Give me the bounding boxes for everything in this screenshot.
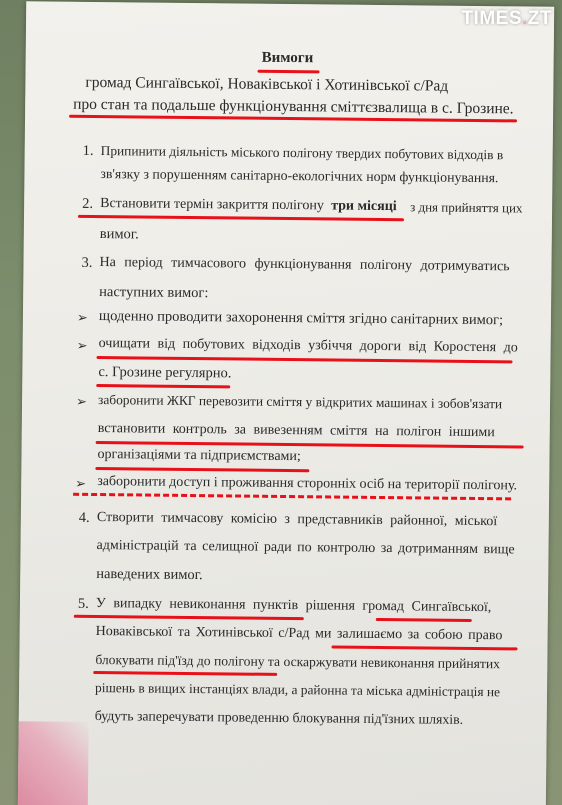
item-text: наведених вимог. [96, 566, 203, 584]
item-number: 3. [81, 254, 93, 271]
bullet-arrow-icon: ➢ [76, 309, 88, 325]
item-text: вимог. [99, 226, 139, 243]
item-number: 5. [77, 595, 89, 612]
dashed-underline [73, 493, 511, 501]
logo-text-right: ZT [527, 8, 552, 29]
item-text: У випадку невиконання пунктів рішення громад Сингаївської, [95, 596, 492, 616]
item-text: Припинити діяльність міського полігону твердих побутових відходів в [100, 143, 504, 163]
item-text: Створити тимчасову комісію з представників районної, міської [96, 510, 498, 530]
document-subtitle-2: про стан та подальше функціонування сміттєзвалища в с. Грозине. [73, 95, 514, 118]
logo-dot: . [522, 8, 528, 29]
underline [78, 215, 404, 221]
item-text: Новаківської та Хотинівської с/Рад ми залишаємо за собою право [95, 624, 503, 644]
document-sheet [18, 1, 554, 805]
underline [74, 615, 304, 620]
item-text: На період тимчасового функціонування полігону дотримуватись [99, 255, 510, 275]
corner-highlight [18, 721, 89, 805]
document-title: Вимоги [261, 49, 314, 67]
item-text: Встановити термін закриття полігону [100, 196, 324, 214]
item-number: 2. [82, 195, 94, 212]
item-text: будуть заперечувати проведенню блокування під'їзних шляхів. [94, 708, 464, 727]
bullet-arrow-icon: ➢ [76, 337, 88, 353]
bullet-text: встановити контроль за вивезенням сміття на полігон іншими [97, 421, 495, 441]
bullet-text: заборонити доступ і проживання сторонніх осіб на території полігону. [97, 474, 518, 494]
item-text: адміністрацій та селищної ради по контролю за дотриманням вище [96, 538, 515, 558]
item-number: 4. [78, 509, 90, 526]
underline [258, 70, 320, 74]
underline [95, 467, 309, 472]
underline [376, 618, 472, 622]
bullet-text: організаціями та підприємствами; [97, 447, 301, 465]
item-text-bold: три місяці [331, 198, 397, 215]
logo-text-left: TIMES [461, 8, 522, 29]
document-subtitle-1: громад Сингаївської, Новаківської і Хотинівської с/Рад [85, 73, 449, 95]
item-text: блокувати під'їзд до полігону та оскаржувати невиконання прийнятих [95, 652, 501, 672]
item-number: 1. [82, 142, 94, 159]
item-text: зв'язку з порушенням санітарно-екологічних норм функціонування. [100, 166, 499, 186]
underline [93, 671, 277, 676]
underline [331, 645, 517, 650]
item-text: рішень в вищих інстанціях влади, а районна та міська адміністрація не [94, 680, 501, 700]
item-text: з дня прийняття цих [410, 199, 523, 216]
bullet-text: заборонити ЖКГ перевозити сміття у відкритих машинах і зобов'язати [98, 392, 503, 412]
bullet-arrow-icon: ➢ [75, 393, 88, 409]
bullet-text: щоденно проводити захоронення сміття згідно санітарних вимог; [98, 308, 504, 329]
item-text: наступних вимог: [99, 284, 209, 302]
bullet-text: с. Грозине регулярно. [98, 364, 232, 382]
underline [97, 356, 513, 363]
bullet-arrow-icon: ➢ [75, 475, 87, 491]
bullet-text: очищати від побутових відходів узбіччя дороги від Коростеня до [98, 336, 518, 356]
underline [96, 384, 230, 388]
site-logo[interactable] [461, 8, 552, 30]
